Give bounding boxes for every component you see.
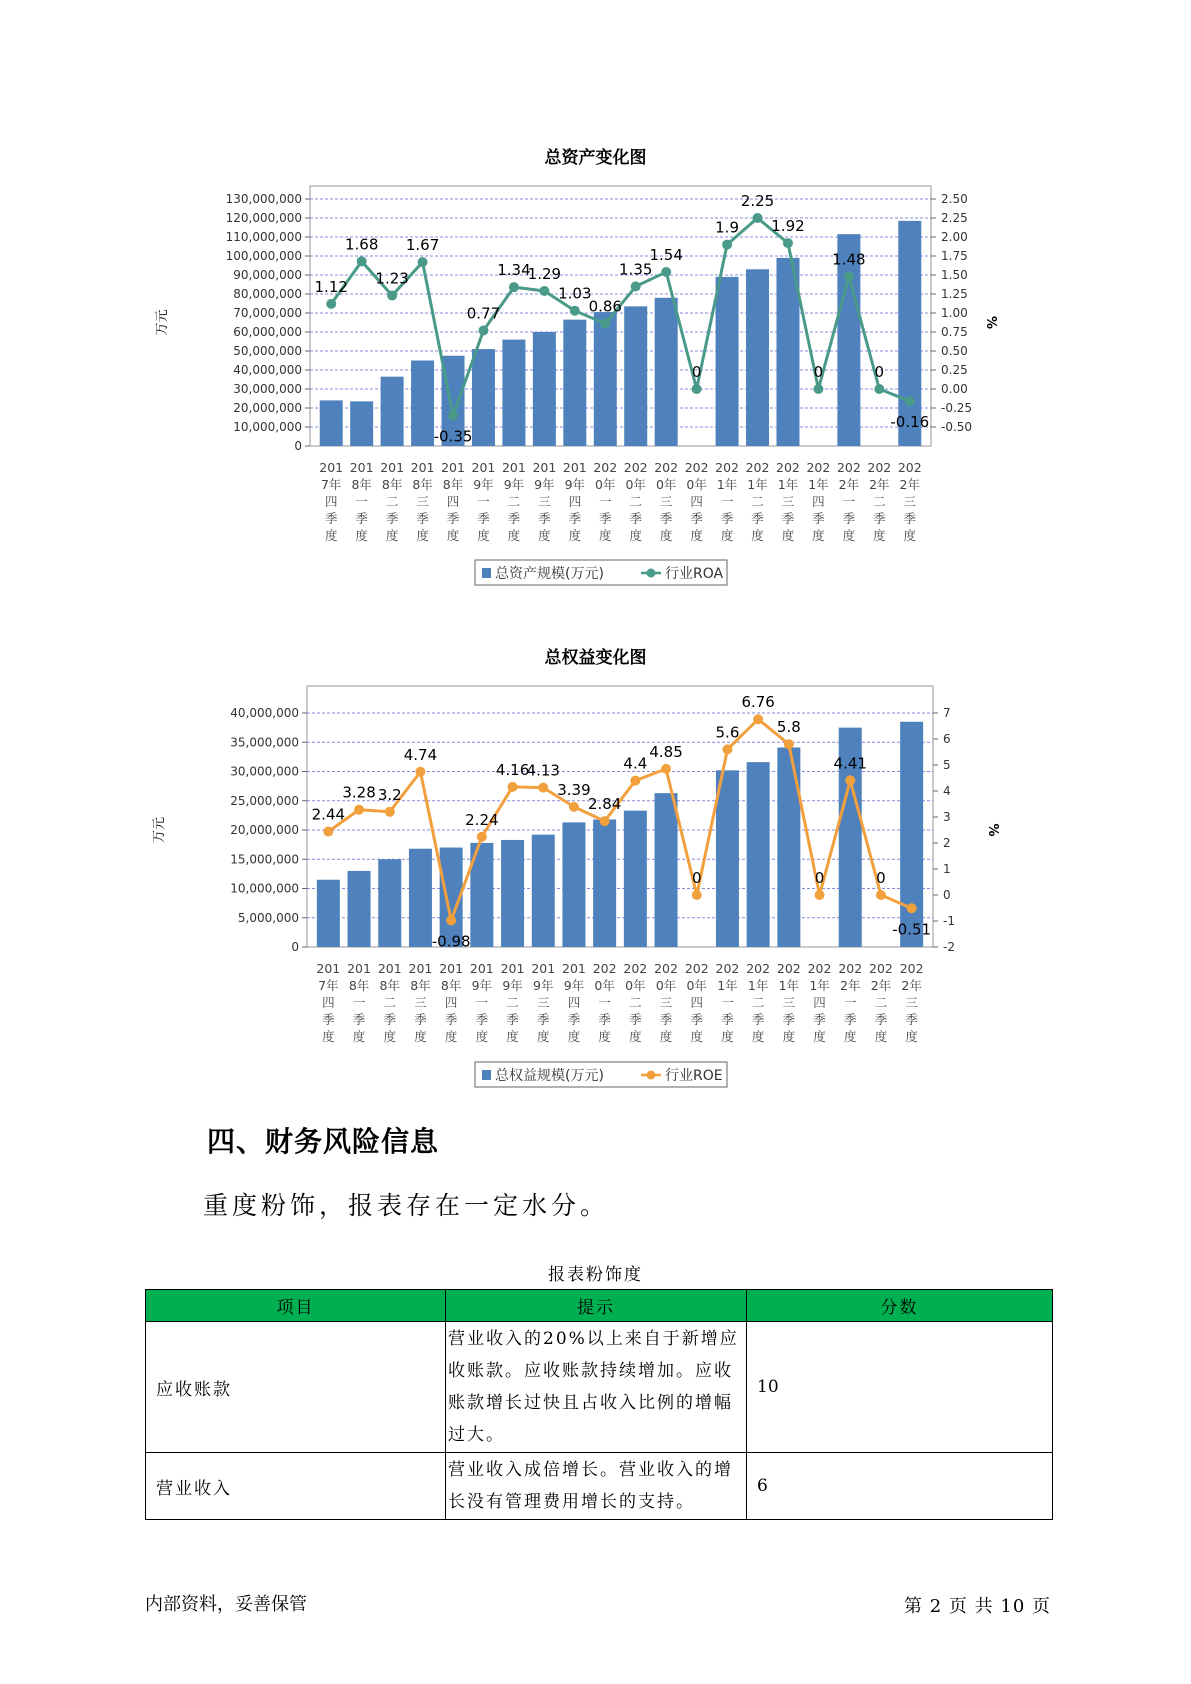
legend-line-dot <box>647 1071 656 1080</box>
line-point <box>907 903 917 913</box>
section-text: 重度粉饰，报表存在一定水分。 <box>203 1191 610 1220</box>
x-tick-label: 201 9年一季度 <box>471 460 496 543</box>
x-tick-label: 201 8年三季度 <box>410 460 435 543</box>
bar <box>532 835 555 947</box>
data-label: 3.2 <box>377 785 402 804</box>
data-label: 6.76 <box>741 693 775 712</box>
x-tick-label: 202 0年一季度 <box>592 961 617 1044</box>
data-label: 1.9 <box>715 218 740 237</box>
line-point <box>876 890 886 900</box>
data-label: 0 <box>814 869 825 887</box>
data-label: 2.24 <box>465 810 499 829</box>
data-label: 4.4 <box>623 754 648 773</box>
y-left-tick-label: 30,000,000 <box>230 764 299 779</box>
table-cell-tip: 营业收入的20%以上来自于新增应收账款。应收账款持续增加。应收账款增长过快且占收入比例的增幅过大。 <box>446 1322 747 1453</box>
table-header-item: 项目 <box>146 1290 446 1322</box>
bar <box>409 849 432 947</box>
x-tick-label: 201 8年三季度 <box>408 961 433 1044</box>
data-label: 4.41 <box>833 754 867 773</box>
x-tick-label: 202 0年四季度 <box>684 961 709 1044</box>
x-tick-label: 202 1年二季度 <box>746 961 771 1044</box>
y-right-tick-label: 2.00 <box>941 230 968 244</box>
table-caption: 报表粉饰度 <box>548 1265 643 1285</box>
bar <box>624 811 647 947</box>
bar <box>317 880 340 947</box>
y-right-tick-label: 2.50 <box>941 192 968 206</box>
bar <box>747 762 770 947</box>
y-left-tick-label: 120,000,000 <box>225 211 302 225</box>
y-right-tick-label: 1.25 <box>941 287 968 301</box>
x-tick-label: 202 0年三季度 <box>654 961 678 1044</box>
x-tick-label: 202 2年二季度 <box>867 460 892 543</box>
bar <box>378 859 401 947</box>
line-point <box>600 816 610 826</box>
y-left-tick-label: 10,000,000 <box>233 420 302 434</box>
x-tick-label: 201 9年四季度 <box>562 460 587 543</box>
x-tick-label: 201 8年一季度 <box>347 961 371 1044</box>
table-header-tip: 提示 <box>446 1290 747 1322</box>
data-label: 4.85 <box>649 742 683 761</box>
data-label: 4.74 <box>403 745 438 764</box>
table-header-score: 分数 <box>747 1290 1053 1322</box>
x-tick-label: 202 2年二季度 <box>869 961 893 1044</box>
line-point <box>385 807 395 817</box>
x-tick-label: 201 9年一季度 <box>469 961 494 1044</box>
y-right-tick-label: 2.25 <box>941 211 968 225</box>
y-left-tick-label: 0 <box>294 439 302 453</box>
x-tick-label: 202 1年三季度 <box>776 961 801 1044</box>
table-row <box>146 1453 1053 1520</box>
y-right-tick-label: 7 <box>943 706 951 720</box>
line-point <box>354 805 364 815</box>
line-point <box>446 915 456 925</box>
bar <box>593 819 616 947</box>
bar <box>562 822 585 947</box>
footer-note: 内部资料，妥善保管 <box>145 1594 307 1615</box>
x-tick-label: 201 9年三季度 <box>532 460 557 543</box>
x-tick-label: 202 1年二季度 <box>745 460 770 543</box>
y-left-tick-label: 20,000,000 <box>230 823 299 837</box>
line-point <box>661 764 671 774</box>
line-point <box>815 890 825 900</box>
y-left-tick-label: 100,000,000 <box>225 249 302 263</box>
y-left-tick-label: 30,000,000 <box>233 382 302 396</box>
legend-bar-swatch <box>482 1070 491 1080</box>
y-left-axis-title: 万元 <box>152 816 167 844</box>
line-point <box>477 832 487 842</box>
data-label: 4.13 <box>526 761 560 780</box>
x-tick-label: 202 2年一季度 <box>838 961 863 1044</box>
legend-line-label: 行业ROA <box>665 566 724 582</box>
data-label: 2.25 <box>740 192 775 210</box>
line-point <box>784 739 794 749</box>
bar <box>655 793 678 947</box>
line-point <box>692 890 702 900</box>
x-tick-label: 202 1年一季度 <box>715 460 740 543</box>
risk-table <box>145 1289 1053 1520</box>
x-tick-label: 202 2年三季度 <box>897 460 922 543</box>
line-point <box>415 767 425 777</box>
x-tick-label: 202 2年一季度 <box>836 460 861 543</box>
y-left-tick-label: 60,000,000 <box>233 325 302 339</box>
y-left-tick-label: 50,000,000 <box>233 344 302 358</box>
data-label: 0.86 <box>588 297 622 316</box>
y-right-tick-label: 0 <box>943 888 951 902</box>
x-tick-label: 202 1年三季度 <box>776 460 800 543</box>
data-label: 2.44 <box>311 805 346 824</box>
line-point <box>508 782 518 792</box>
x-tick-label: 202 2年三季度 <box>899 961 924 1044</box>
y-right-tick-label: 2 <box>943 836 951 850</box>
y-right-tick-label: 4 <box>943 784 951 798</box>
data-label: 5.6 <box>715 723 740 742</box>
legend-line-label: 行业ROE <box>665 1068 723 1084</box>
x-tick-label: 201 7年四季度 <box>319 460 344 543</box>
data-label: 0 <box>874 363 885 381</box>
y-right-tick-label: -2 <box>943 940 955 954</box>
table-header-row <box>146 1290 1053 1322</box>
x-tick-label: 202 0年二季度 <box>623 961 648 1044</box>
page-number: 第 2 页 共 10 页 <box>904 1596 1051 1617</box>
bar <box>348 871 371 947</box>
y-left-tick-label: 130,000,000 <box>225 192 302 206</box>
x-tick-label: 201 8年四季度 <box>439 961 464 1044</box>
y-right-tick-label: -0.25 <box>941 401 973 415</box>
x-tick-label: 202 0年三季度 <box>654 460 679 543</box>
x-tick-label: 201 9年二季度 <box>501 460 526 543</box>
y-right-tick-label: 1.50 <box>941 268 968 282</box>
data-label: 1.48 <box>832 250 866 269</box>
data-label: 5.8 <box>776 718 801 737</box>
data-label: -0.35 <box>433 427 473 446</box>
x-tick-label: 202 0年一季度 <box>593 460 618 543</box>
data-label: 3.39 <box>557 780 591 799</box>
y-left-tick-label: 0 <box>291 940 299 954</box>
data-label: -0.98 <box>431 932 471 951</box>
data-label: 1.03 <box>558 284 592 303</box>
y-right-tick-label: 0.50 <box>941 344 968 358</box>
data-label: 0 <box>813 363 824 381</box>
y-left-tick-label: 15,000,000 <box>230 852 299 867</box>
y-left-tick-label: 110,000,000 <box>225 230 302 244</box>
y-right-tick-label: 0.75 <box>941 325 968 339</box>
data-label: 1.67 <box>405 236 440 255</box>
table-cell-score: 6 <box>747 1453 1053 1520</box>
table-row <box>146 1322 1053 1453</box>
x-tick-label: 201 8年四季度 <box>441 460 465 543</box>
y-left-tick-label: 70,000,000 <box>233 306 302 320</box>
x-tick-label: 202 0年二季度 <box>623 460 648 543</box>
y-right-tick-label: 1.75 <box>941 249 968 263</box>
table-cell-item: 应收账款 <box>146 1322 446 1453</box>
line-point <box>630 776 640 786</box>
table-cell-score: 10 <box>747 1322 1053 1453</box>
x-tick-label: 201 8年二季度 <box>380 460 405 543</box>
x-tick-label: 201 9年三季度 <box>531 961 556 1044</box>
data-label: 1.23 <box>375 269 409 288</box>
data-label: 4.16 <box>495 760 530 779</box>
data-label: 0.77 <box>466 304 501 323</box>
x-tick-label: 201 8年二季度 <box>377 961 402 1044</box>
x-tick-label: 202 1年四季度 <box>806 460 831 543</box>
data-label: 1.34 <box>497 261 531 280</box>
data-label: 1.68 <box>344 235 379 254</box>
line-point <box>845 775 855 785</box>
x-tick-label: 202 1年四季度 <box>807 961 832 1044</box>
legend-bar-label: 总权益规模(万元) <box>495 1068 604 1084</box>
y-right-tick-label: 1 <box>943 862 951 876</box>
data-label: 1.54 <box>649 245 683 264</box>
y-left-tick-label: 5,000,000 <box>237 910 299 925</box>
y-right-tick-label: -0.50 <box>941 420 973 434</box>
line-point <box>753 714 763 724</box>
chart-title: 总权益变化图 <box>544 648 647 668</box>
y-right-tick-label: 0.00 <box>941 382 968 396</box>
y-left-tick-label: 20,000,000 <box>233 401 302 415</box>
data-label: -0.51 <box>892 920 932 939</box>
data-label: 2.84 <box>587 795 622 814</box>
data-label: 1.92 <box>771 217 805 236</box>
y-right-tick-label: 3 <box>943 810 951 824</box>
line-point <box>722 744 732 754</box>
y-right-tick-label: 1.00 <box>941 306 968 320</box>
y-left-tick-label: 25,000,000 <box>230 793 299 808</box>
table-cell-tip: 营业收入成倍增长。营业收入的增长没有管理费用增长的支持。 <box>446 1453 747 1520</box>
y-left-tick-label: 10,000,000 <box>230 881 299 896</box>
y-left-tick-label: 40,000,000 <box>230 706 299 720</box>
y-right-tick-label: 5 <box>943 758 951 772</box>
y-right-tick-label: 6 <box>943 732 951 746</box>
data-label: 0 <box>876 869 886 887</box>
legend-bar-label: 总资产规模(万元) <box>495 566 604 582</box>
data-label: 1.35 <box>619 260 653 279</box>
data-label: -0.16 <box>890 413 930 432</box>
y-right-axis-title: % <box>985 823 1000 837</box>
table-cell-item: 营业收入 <box>146 1453 446 1520</box>
y-right-axis-title: % <box>983 315 998 330</box>
line-point <box>323 827 333 837</box>
x-tick-label: 202 0年四季度 <box>684 460 709 543</box>
y-left-tick-label: 35,000,000 <box>230 735 299 750</box>
chart-title: 总资产变化图 <box>544 148 647 168</box>
x-tick-label: 202 1年一季度 <box>715 961 740 1044</box>
y-left-tick-label: 40,000,000 <box>233 363 302 377</box>
y-right-tick-label: 0.25 <box>941 363 968 377</box>
y-right-tick-label: -1 <box>943 914 955 928</box>
data-label: 3.28 <box>342 783 376 802</box>
y-left-tick-label: 90,000,000 <box>233 268 302 282</box>
x-tick-label: 201 8年一季度 <box>349 460 374 543</box>
line-point <box>538 783 548 793</box>
data-label: 1.12 <box>314 277 348 296</box>
x-tick-label: 201 7年四季度 <box>316 961 341 1044</box>
bar <box>716 770 739 947</box>
x-tick-label: 201 9年二季度 <box>500 961 525 1044</box>
y-left-axis-title: 万元 <box>155 309 170 336</box>
y-left-tick-label: 80,000,000 <box>233 287 302 301</box>
line-point <box>569 802 579 812</box>
bar <box>501 840 524 947</box>
data-label: 1.29 <box>527 264 562 283</box>
data-label: 0 <box>691 363 702 381</box>
x-tick-label: 201 9年四季度 <box>562 961 586 1044</box>
section-heading: 四、财务风险信息 <box>207 1125 440 1158</box>
data-label: 0 <box>691 869 702 887</box>
